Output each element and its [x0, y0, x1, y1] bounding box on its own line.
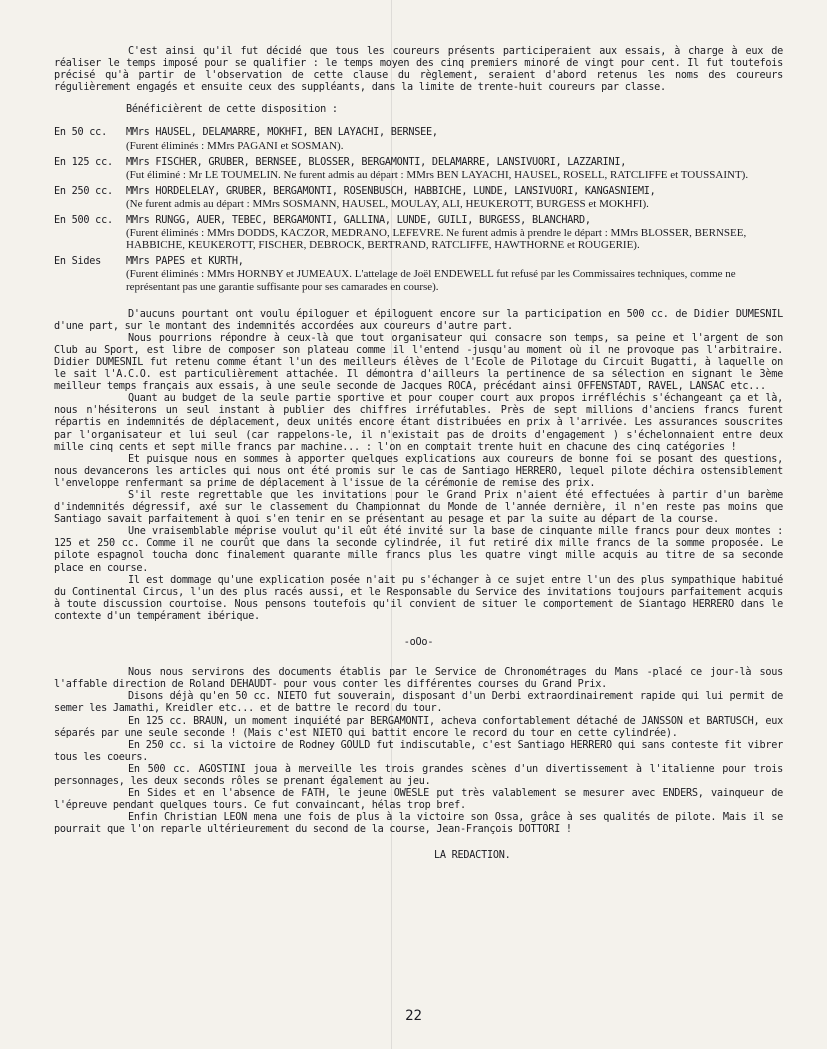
category-label: En 500 cc. [54, 215, 113, 227]
category-label: En Sides [54, 256, 102, 268]
beneficiaries-heading: Bénéficièrent de cette disposition : [126, 104, 338, 116]
category-125cc [54, 157, 783, 181]
race-paragraph: Disons déjà qu'en 50 cc. NIETO fut souverain, disposant d'un Derbi extraordinairement rapide qui lui permit de semer les Jamathi, Kreidler etc... et de battre le record du tour. [54, 691, 783, 715]
category-riders: MMrs RUNGG, AUER, TEBEC, BERGAMONTI, GALLINA, LUNDE, GUILI, BURGESS, BLANCHARD, [126, 215, 591, 227]
category-riders: MMrs PAPES et KURTH, [126, 256, 244, 268]
category-riders: MMrs HAUSEL, DELAMARRE, MOKHFI, BEN LAYACHI, BERNSEE, [126, 127, 438, 139]
body-paragraph: Il est dommage qu'une explication posée n'ait pu s'échanger à ce sujet entre l'un des plus sympathique habitué du Continental Circus, l'un des plus racés aussi, et le Responsable du Service des invitations toujours parfaitement acquis à toute discussion courtoise. Nous pensons toutefois qu'il convient de situer le comportement de Siantago HERRERO dans le contexte d'un tempérament ibérique. [54, 574, 783, 622]
category-250cc [54, 186, 783, 210]
body-paragraph: Nous pourrions répondre à ceux-là que tout organisateur qui consacre son temps, sa peine et l'argent de son Club au Sport, est libre de composer son plateau comme il l'entend -jusqu'au moment où il ne provoque pas l'arbitraire. Didier DUMESNIL fut retenu comme étant l'un des meilleurs élèves de l'Ecole de Pilotage du Circuit Bugatti, à laquelle on le sait l'A.C.O. est particulièrement attachée. Il démontra d'ailleurs la pertinence de sa sélection en signant le 3ème meilleur temps français aux essais, à une seule seconde de Jacques ROCA, précédant ainsi OFFENSTADT, RAVEL, LANSAC etc... [54, 332, 783, 393]
category-label: En 50 cc. [54, 127, 107, 139]
signature: LA REDACTION. [434, 850, 511, 862]
body-paragraph: S'il reste regrettable que les invitations pour le Grand Prix n'aient été effectuées à partir d'un barème d'indemnités dégressif, axé sur le classement du Championnat du Monde de l'année dernière, il n'en reste pas moins que Santiago savait parfaitement à quoi s'en tenir en se présentant au pesage et par la suite au départ de la course. [54, 490, 783, 526]
category-list [54, 127, 783, 292]
category-label: En 125 cc. [54, 156, 113, 168]
body-paragraph: Et puisque nous en sommes à apporter quelques explications aux coureurs de bonne foi se posant des questions, nous devancerons les articles qui nous ont été promis sur le cas de Santiago HERRERO, lequel pilote déchira ostensiblement l'enveloppe renfermant sa prime de déplacement à l'issue de la cérémonie de remise des prix. [54, 453, 783, 489]
category-note: (Fut éliminé : Mr LE TOUMELIN. Ne furent admis au départ : MMrs BEN LAYACHI, HAUSEL, ROSELL, RATCLIFFE et TOUSSAINT). [126, 168, 749, 181]
category-note: (Ne furent admis au départ : MMrs SOSMANN, HAUSEL, MOULAY, ALI, HEUKEROTT, BURGESS et MOKHFI). [126, 197, 649, 210]
intro-paragraph: C'est ainsi qu'il fut décidé que tous les coureurs présents participeraient aux essais, à charge à eux de réaliser le temps imposé pour se qualifier : le temps moyen des cinq premiers minoré de vingt pour cent. Il fut toutefois précisé qu'à partir de l'observation de cette clause du règlement, seraient d'abord retenus les noms des coureurs régulièrement engagés et ensuite ceux des suppléants, dans la limite de trente-huit coureurs par classe. [54, 46, 783, 94]
race-paragraph: En Sides et en l'absence de FATH, le jeune OWESLE put très valablement se mesurer avec ENDERS, vainqueur de l'épreuve pendant quelques tours. Ce fut convaincant, hélas trop bref. [54, 788, 783, 812]
category-note: (Furent éliminés : MMrs DODDS, KACZOR, MEDRANO, LEFEVRE. Ne furent admis à prendre le départ : MMrs BLOSSER, BERNSEE, HABBICHE, KEUKEROTT, FISCHER, DEBROCK, BERTRAND, RATCLIFFE, HAWTHORNE et ROUGERIE). [126, 227, 747, 252]
race-paragraph: Nous nous servirons des documents établis par le Service de Chronométrages du Mans -placé ce jour-là sous l'affable direction de Roland DEHAUDT- pour vous conter les différentes courses du Grand Prix. [54, 667, 783, 691]
category-riders: MMrs HORDELELAY, GRUBER, BERGAMONTI, ROSENBUSCH, HABBICHE, LUNDE, LANSIVUORI, KANGASNIEMI, [126, 185, 656, 197]
page-number: 22 [405, 1008, 422, 1024]
body-section-2 [54, 667, 783, 836]
body-paragraph: D'aucuns pourtant ont voulu épiloguer et épiloguent encore sur la participation en 500 cc. de Didier DUMESNIL d'une part, sur le montant des indemnités accordées aux coureurs d'autre part. [54, 308, 783, 332]
race-paragraph: En 125 cc. BRAUN, un moment inquiété par BERGAMONTI, acheva confortablement détaché de JANSSON et BARTUSCH, eux séparés par une seule seconde ! (Mais c'est NIETO qui battit encore le record du tour en cette cylindrée). [54, 715, 783, 739]
category-50cc [54, 127, 783, 151]
section-separator: -oOo- [403, 637, 434, 649]
body-paragraph: Une vraisemblable méprise voulut qu'il eût été invité sur la base de cinquante mille francs pour deux montes : 125 et 250 cc. Comme il ne courût que dans la seconde cylindrée, il fut retiré dix mille francs de la somme proposée. Le pilote espagnol toucha donc finalement quarante mille francs plus les quatre vingt mille acquis au titre de sa seconde place en course. [54, 526, 783, 574]
category-sides [54, 256, 783, 292]
body-paragraph: Quant au budget de la seule partie sportive et pour couper court aux propos irréfléchis s'échangeant ça et là, nous n'hésiterons un seul instant à publier des chiffres irréfutables. Près de sept millions d'anciens francs furent répartis en indemnités de déplacement, deux unités encore étant distribuées en prix à l'arrivée. Les assurances souscrites par l'organisateur et lui seul (car rappelons-le, il n'existait pas de droits d'engagement ) s'échelonnaient entre deux mille cinq cents et sept mille francs par machine... : l'on en comptait trente huit en chacune des cinq catégories ! [54, 393, 783, 453]
category-note: (Furent éliminés : MMrs HORNBY et JUMEAUX. L'attelage de Joël ENDEWELL fut refusé par les Commissaires techniques, comme ne représentant pas une garantie suffisante pour ses camarades en course). [126, 268, 736, 293]
race-paragraph: En 500 cc. AGOSTINI joua à merveille les trois grandes scènes d'un divertissement à l'italienne pour trois personnages, les deux seconds rôles se prenant également au jeu. [54, 763, 783, 787]
category-label: En 250 cc. [54, 185, 113, 197]
category-note: (Furent éliminés : MMrs PAGANI et SOSMAN). [126, 139, 344, 152]
category-riders: MMrs FISCHER, GRUBER, BERNSEE, BLOSSER, BERGAMONTI, DELAMARRE, LANSIVUORI, LAZZARINI, [126, 156, 627, 168]
body-section-1 [54, 309, 783, 623]
race-paragraph: En 250 cc. si la victoire de Rodney GOULD fut indiscutable, c'est Santiago HERRERO qui sans conteste fit vibrer tous les coeurs. [54, 739, 783, 763]
race-paragraph: Enfin Christian LEON mena une fois de plus à la victoire son Ossa, grâce à ses qualités de pilote. Mais il se pourrait que l'on reparle ultérieurement du second de la course, Jean-François DOTTORI ! [54, 812, 783, 836]
category-500cc [54, 215, 783, 251]
